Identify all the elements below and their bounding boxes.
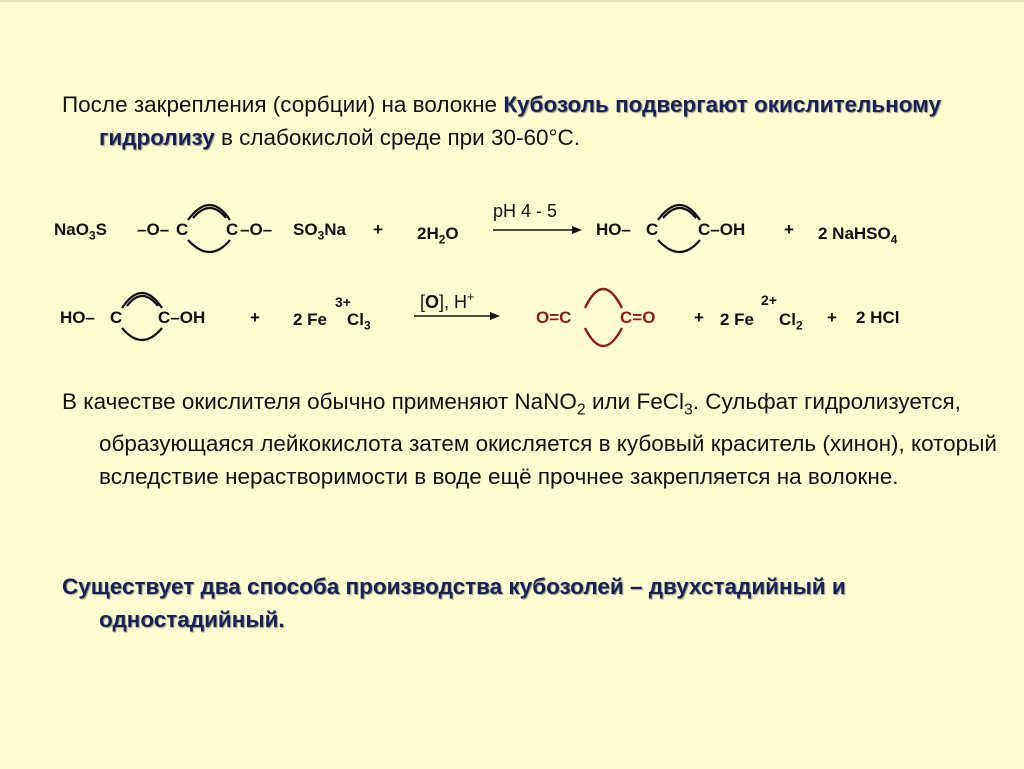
oxidizer-text-a: В качестве окислителя обычно применяют NaNO <box>62 389 577 414</box>
r2-arrow-label: [O], H+ <box>420 290 475 312</box>
oxidizer-sub-2: 3 <box>683 401 693 419</box>
r2-hcl: 2 HCl <box>856 308 900 327</box>
r2-fe2-charge: 2+ <box>761 292 777 308</box>
intro-text-b: в слабокислой среде при 30-60°С. <box>214 125 581 150</box>
r2-plus-3: + <box>827 308 837 327</box>
r1-plus-2: + <box>784 220 794 239</box>
intro-highlight: Кубозоль подвергают окислительному гидролизу <box>99 92 942 150</box>
r2-fe2: 2 Fe <box>720 310 755 329</box>
r2-ring1-bottom-arc <box>122 328 162 340</box>
r1-so3na: $SO_3Na$ <box>293 220 346 243</box>
r1-c4: C–OH <box>698 220 746 239</box>
r1-o2: –O– <box>240 220 273 239</box>
r1-nahso4: 2 NaHSO$_4$ <box>818 224 898 247</box>
r1-o1: –O– <box>137 220 170 239</box>
r1-water: $2H_2O$ <box>417 224 459 247</box>
intro-text-a: После закрепления (сорбции) на волокне <box>62 92 504 117</box>
r1-ho: HO– <box>596 220 631 239</box>
r2-c2: C–OH <box>158 308 206 327</box>
r1-arrow-head <box>572 226 582 234</box>
r1-plus-1: + <box>373 220 383 239</box>
r1-ring2-bottom-arc <box>658 240 700 252</box>
oxidizer-sub-1: 2 <box>576 401 586 419</box>
r1-c3: C <box>646 220 659 239</box>
r2-fe3: 2 Fe <box>293 310 328 329</box>
oxidizer-text-b: или FeCl <box>585 389 684 414</box>
methods-paragraph: Существует два способа производства кубозолей – двухстадийный и одностадийный. <box>62 574 846 632</box>
r2-cl3: $Cl_3$ <box>347 310 371 333</box>
r2-cl2: $Cl_2$ <box>779 310 803 333</box>
r2-plus-1: + <box>250 308 260 327</box>
r2-quinone-bottom-arc <box>585 328 622 346</box>
r1-c2: C <box>226 220 239 239</box>
r2-quinone-top-arc <box>585 289 622 308</box>
r2-quinone-right: C=O <box>620 308 656 327</box>
r1-ring1-bottom-arc <box>188 240 230 252</box>
r2-quinone-left: O=C <box>536 308 572 327</box>
r2-plus-2: + <box>694 308 704 327</box>
r2-fe3-charge: 3+ <box>335 294 351 310</box>
r1-c1: C <box>176 220 189 239</box>
r2-c1: C <box>110 308 123 327</box>
oxidizer-paragraph <box>62 385 999 493</box>
r2-ho: HO– <box>60 308 95 327</box>
r2-arrow-head <box>490 312 500 320</box>
r1-arrow-label: pH 4 - 5 <box>493 201 558 221</box>
oxidizer-text-c: . Сульфат гидролизуется, образующаяся лейкокислота затем окисляется в кубовый краситель (хинон), который вследствие нерастворимости в воде ещё прочнее закрепляется на волокне. <box>99 389 997 489</box>
r1-nao3s: NaO$_3$S <box>54 220 107 243</box>
